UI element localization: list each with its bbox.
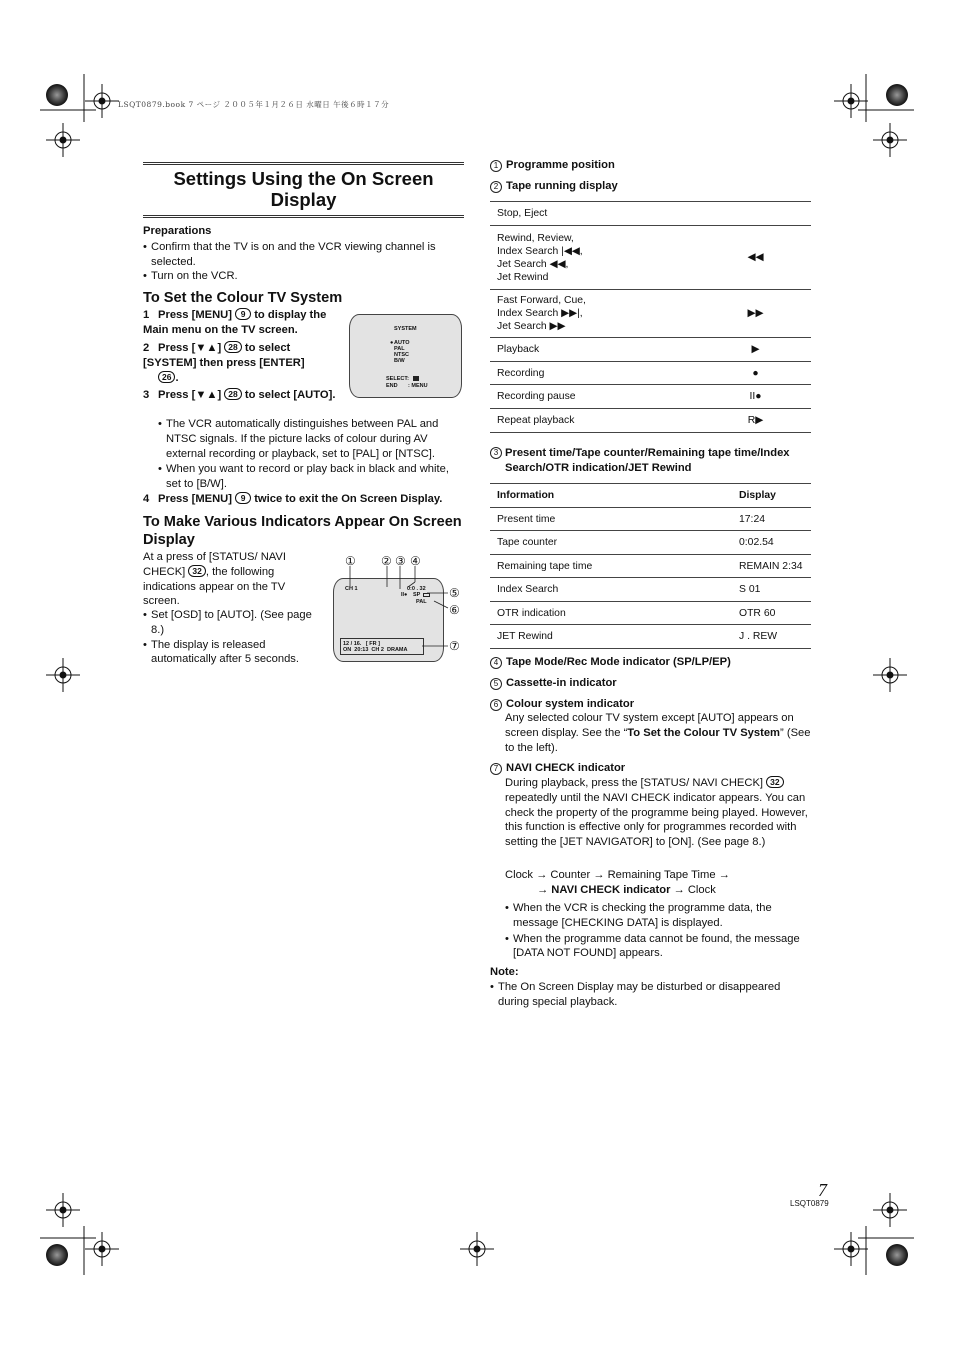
item-label: Cassette-in indicator bbox=[506, 677, 617, 689]
system-option-ntsc: NTSC bbox=[394, 352, 409, 358]
tape-state: Repeat playback bbox=[490, 409, 700, 433]
tape-state bbox=[490, 290, 700, 338]
desc-text: ” (See to the left). bbox=[505, 726, 811, 754]
info-cell: Tape counter bbox=[490, 531, 732, 555]
system-selected-marker: ● bbox=[390, 340, 394, 346]
item-number: 7 bbox=[490, 763, 502, 775]
system-screen-title: SYSTEM bbox=[394, 326, 417, 332]
callout-5: ⑤ bbox=[449, 586, 460, 600]
osd-colour-system: PAL bbox=[416, 599, 427, 605]
tape-state-line: Jet Search ◀◀, bbox=[497, 258, 569, 270]
note-heading: Note: bbox=[490, 966, 519, 978]
step-text: Press [▼▲] bbox=[158, 342, 222, 354]
info-cell: Present time bbox=[490, 508, 732, 531]
colour-system-heading: To Set the Colour TV System bbox=[143, 290, 343, 306]
document-code: LSQT0879 bbox=[790, 1199, 829, 1208]
display-cell: J . REW bbox=[732, 625, 811, 649]
item-number: 5 bbox=[490, 678, 502, 690]
ref-badge: 26 bbox=[158, 371, 175, 383]
ref-badge: 9 bbox=[235, 492, 251, 504]
prep-bullet-1: • Confirm that the TV is on and the VCR viewing channel is selected. bbox=[143, 240, 464, 270]
osd-tape-mode: SP bbox=[413, 592, 421, 598]
display-cell: REMAIN 2:34 bbox=[732, 555, 811, 578]
item-7 bbox=[490, 761, 625, 776]
tape-running-table bbox=[490, 201, 811, 433]
display-cell: 0:02.54 bbox=[732, 531, 811, 555]
system-option-pal: PAL bbox=[394, 346, 405, 352]
table-row bbox=[490, 385, 811, 409]
step-3-notes bbox=[158, 417, 464, 492]
file-header: LSQT0879.book 7 ページ ２００５年１月２６日 水曜日 午後６時１７分 bbox=[118, 100, 390, 109]
navi-line-1: 12 / 16. [ FR ] bbox=[343, 641, 380, 647]
indicator-bullet-1: • Set [OSD] to [AUTO]. (See page 8.) bbox=[143, 608, 315, 638]
callout-4: ④ bbox=[410, 554, 421, 568]
item-7-bullets bbox=[505, 901, 811, 961]
step-text: . bbox=[175, 371, 179, 384]
step-1 bbox=[143, 308, 341, 338]
callout-3: ③ bbox=[395, 554, 406, 568]
info-cell: JET Rewind bbox=[490, 625, 732, 649]
page-number: 7 bbox=[818, 1180, 827, 1200]
step-text: to select [AUTO]. bbox=[244, 389, 336, 401]
item-label: Present time/Tape counter/Remaining tape time/Index Search/OTR indication/JET Rewind bbox=[505, 447, 790, 474]
step-3-note-2: • When you want to record or play back in black and white, set to [B/W]. bbox=[158, 462, 464, 492]
item-7-bullet-1: • When the VCR is checking the programme data, the message [CHECKING DATA] is displayed. bbox=[505, 901, 811, 931]
ref-badge: 28 bbox=[224, 341, 241, 353]
step-num: 4 bbox=[143, 493, 150, 505]
info-table bbox=[490, 483, 811, 649]
item-4 bbox=[490, 655, 731, 670]
system-select-label: SELECT: bbox=[386, 376, 409, 382]
step-3 bbox=[143, 388, 341, 403]
select-arrows-icon bbox=[413, 376, 419, 381]
intro-text: , the following indications appear on the TV screen. bbox=[143, 565, 286, 608]
step-3-note-1: • The VCR automatically distinguishes between PAL and NTSC signals. If the picture lacks of colour during AV external recording or playback, set to [PAL] or [NTSC]. bbox=[158, 417, 464, 461]
intro-text: At a press of [STATUS/ NAVI CHECK] bbox=[143, 551, 286, 578]
system-option-auto: AUTO bbox=[394, 340, 410, 346]
item-number: 2 bbox=[490, 181, 502, 193]
desc-text: repeatedly until the NAVI CHECK indicator appears. You can check the property of the programme being played. However, this function is effective only for programmes recorded with setting the [JET NAVIGATOR] to [ON]. (See page 8.) bbox=[505, 791, 808, 849]
system-end-label: END bbox=[386, 383, 398, 389]
item-6-desc bbox=[505, 711, 811, 755]
ref-badge: 28 bbox=[224, 388, 241, 400]
info-cell: Index Search bbox=[490, 578, 732, 602]
item-number: 1 bbox=[490, 160, 502, 172]
item-number: 4 bbox=[490, 657, 502, 669]
osd-counter: 0:0 . 32 bbox=[407, 586, 426, 592]
info-cell: OTR indication bbox=[490, 602, 732, 625]
system-end-value: : MENU bbox=[408, 383, 428, 389]
table-row bbox=[490, 338, 811, 362]
tape-state: Recording pause bbox=[490, 385, 700, 409]
item-3 bbox=[490, 446, 811, 476]
item-7-bullet-2: • When the programme data cannot be found, the message [DATA NOT FOUND] appears. bbox=[505, 932, 811, 962]
cycle-line-2 bbox=[505, 883, 811, 898]
step-text: to select [SYSTEM] then press [ENTER] bbox=[143, 342, 305, 369]
desc-text: Any selected colour TV system except [AUTO] appears on screen display. See the “ bbox=[505, 712, 794, 739]
item-5 bbox=[490, 676, 617, 691]
item-label: Tape running display bbox=[506, 180, 618, 192]
tape-state-line: Jet Rewind bbox=[497, 271, 549, 283]
osd-channel: CH 1 bbox=[345, 586, 358, 592]
item-2 bbox=[490, 179, 618, 194]
step-text: Press [MENU] bbox=[158, 493, 232, 505]
preparations-heading: Preparations bbox=[143, 225, 212, 237]
step-4 bbox=[143, 492, 464, 507]
tape-symbol: ◀◀ bbox=[700, 226, 811, 290]
item-number: 6 bbox=[490, 699, 502, 711]
item-label: NAVI CHECK indicator bbox=[506, 762, 626, 774]
cycle-line-1: Clock → Counter → Remaining Tape Time → bbox=[505, 869, 730, 881]
ref-badge: 32 bbox=[766, 776, 783, 788]
callout-6: ⑥ bbox=[449, 603, 460, 617]
table-header-row bbox=[490, 484, 811, 508]
column-header: Display bbox=[732, 484, 811, 508]
ref-badge: 9 bbox=[235, 308, 251, 320]
column-header: Information bbox=[490, 484, 732, 508]
item-6 bbox=[490, 697, 634, 712]
note-bullet-1: • The On Screen Display may be disturbed or disappeared during special playback. bbox=[490, 980, 811, 1010]
desc-bold: To Set the Colour TV System bbox=[627, 726, 781, 739]
table-row bbox=[490, 226, 811, 290]
item-1 bbox=[490, 158, 615, 173]
table-row bbox=[490, 409, 811, 433]
tape-state: Playback bbox=[490, 338, 700, 362]
tape-state bbox=[490, 226, 700, 290]
item-number: 3 bbox=[490, 447, 502, 459]
tape-symbol: ▶ bbox=[700, 338, 811, 362]
note-section bbox=[490, 965, 811, 1009]
table-row bbox=[490, 290, 811, 338]
callout-2: ② bbox=[381, 554, 392, 568]
display-cell: 17:24 bbox=[732, 508, 811, 531]
tape-symbol: ● bbox=[700, 362, 811, 385]
callout-1: ① bbox=[345, 554, 356, 568]
tape-state-line: Index Search ▶▶|, bbox=[497, 308, 583, 319]
step-text: Press [▼▲] bbox=[158, 389, 222, 401]
system-option-bw: B/W bbox=[394, 358, 405, 364]
tape-symbol bbox=[700, 202, 811, 226]
preparations-section bbox=[143, 224, 464, 284]
indicators-heading: To Make Various Indicators Appear On Screen Display bbox=[143, 514, 462, 548]
table-row bbox=[490, 202, 811, 226]
tape-state-line: Fast Forward, Cue, bbox=[497, 295, 586, 306]
tape-symbol: ▶▶ bbox=[700, 290, 811, 338]
step-2 bbox=[143, 341, 341, 385]
table-row bbox=[490, 625, 811, 649]
step-text: Press [MENU] bbox=[158, 309, 232, 321]
prep-bullet-2: • Turn on the VCR. bbox=[143, 269, 464, 284]
tape-state-line: Index Search |◀◀, bbox=[497, 245, 583, 257]
cycle-arrow: → bbox=[537, 883, 549, 896]
tape-symbol: R▶ bbox=[700, 409, 811, 433]
osd-rec-symbol: II● bbox=[401, 592, 408, 598]
tape-symbol: II● bbox=[700, 385, 811, 409]
step-num: 2 bbox=[143, 342, 150, 354]
table-row bbox=[490, 531, 811, 555]
tape-state: Recording bbox=[490, 362, 700, 385]
indicators-intro bbox=[143, 550, 303, 609]
display-cell: S 01 bbox=[732, 578, 811, 602]
table-row bbox=[490, 578, 811, 602]
table-row bbox=[490, 555, 811, 578]
item-label: Tape Mode/Rec Mode indicator (SP/LP/EP) bbox=[506, 656, 731, 668]
navi-line-2: ON 20:13 CH 2 DRAMA bbox=[343, 647, 408, 653]
display-cell: OTR 60 bbox=[732, 602, 811, 625]
step-text: to display the Main menu on the TV screen. bbox=[143, 309, 327, 336]
info-cell: Remaining tape time bbox=[490, 555, 732, 578]
item-7-desc bbox=[505, 776, 811, 850]
step-num: 3 bbox=[143, 389, 150, 401]
ref-badge: 32 bbox=[188, 565, 205, 577]
display-cycle bbox=[505, 868, 811, 898]
item-label: Colour system indicator bbox=[506, 698, 635, 710]
table-row bbox=[490, 508, 811, 531]
table-row bbox=[490, 362, 811, 385]
table-row bbox=[490, 602, 811, 625]
step-text: twice to exit the On Screen Display. bbox=[254, 493, 443, 505]
cycle-bold: NAVI CHECK indicator bbox=[551, 883, 671, 896]
system-menu-screen bbox=[349, 314, 462, 398]
tape-state: Stop, Eject bbox=[490, 202, 700, 226]
step-num: 1 bbox=[143, 309, 150, 321]
callout-7: ⑦ bbox=[449, 639, 460, 653]
item-label: Programme position bbox=[506, 159, 615, 171]
page-title: Settings Using the On Screen Display bbox=[173, 168, 434, 210]
desc-text: During playback, press the [STATUS/ NAVI CHECK] bbox=[505, 777, 764, 789]
tape-state-line: Rewind, Review, bbox=[497, 232, 574, 244]
indicators-bullets bbox=[143, 608, 315, 667]
indicator-bullet-2: • The display is released automatically after 5 seconds. bbox=[143, 638, 315, 668]
tape-state-line: Jet Search ▶▶ bbox=[497, 321, 566, 332]
cycle-rest: → Clock bbox=[673, 883, 716, 896]
